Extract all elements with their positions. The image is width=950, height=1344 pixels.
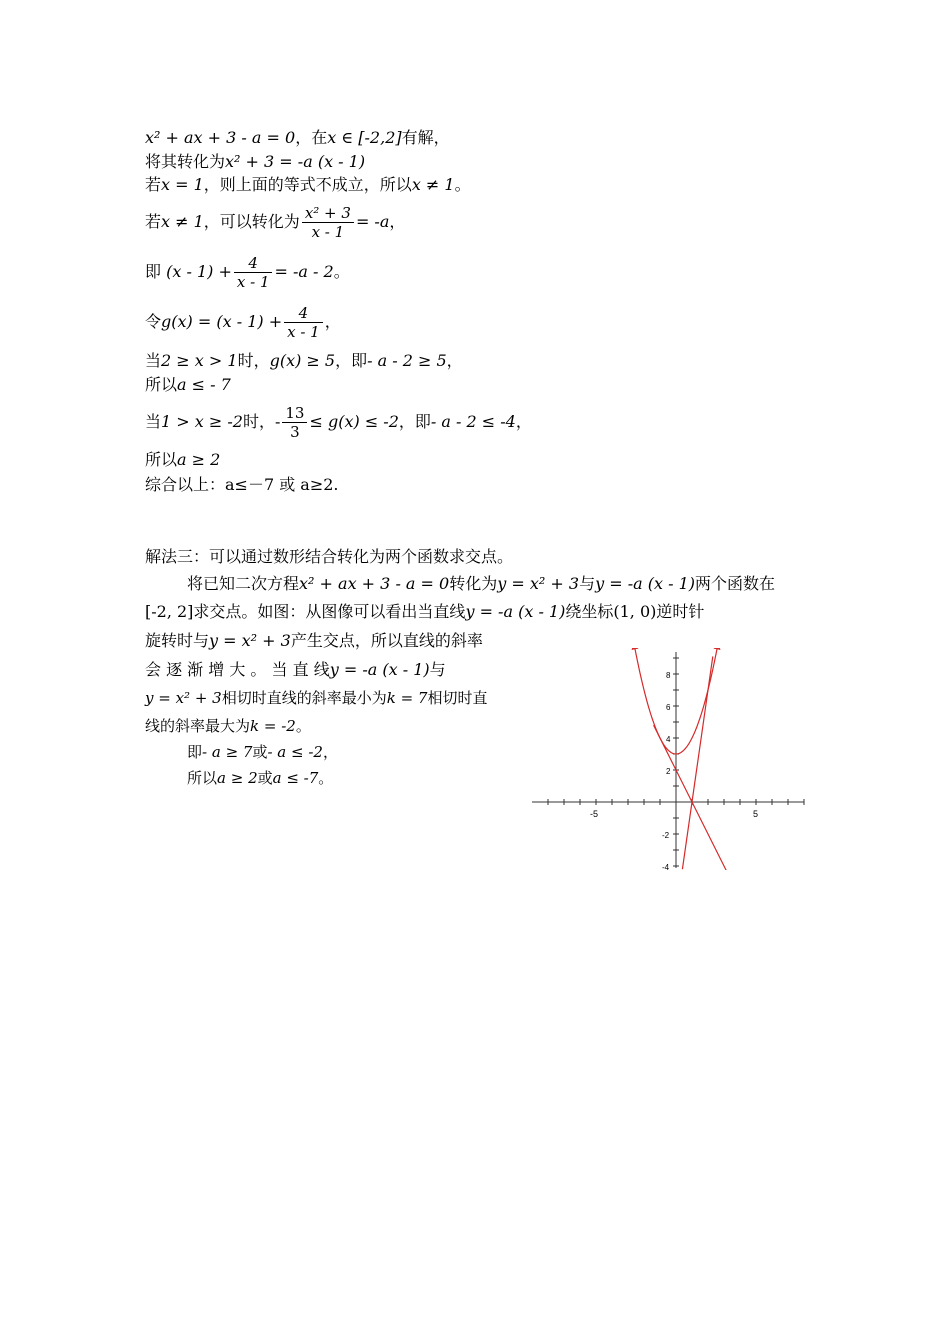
text: 旋转时与 — [145, 631, 210, 650]
math: g(x) ≥ 5 — [269, 351, 336, 370]
text: ，则上面的等式不成立，所以 — [203, 175, 412, 194]
text: 或 — [257, 769, 273, 787]
line-6 — [145, 302, 341, 342]
text: 时， — [237, 351, 270, 370]
denominator: x - 1 — [287, 323, 320, 341]
text: 或 — [252, 743, 268, 761]
math: y = -a (x - 1) — [329, 660, 430, 679]
paragraph-line-6 — [145, 716, 311, 736]
math: 2 ≥ x > 1 — [161, 351, 238, 370]
text: 求交点。如图：从图像可以看出当直线 — [193, 602, 466, 621]
fraction — [234, 254, 273, 291]
numerator: 4 — [284, 304, 323, 323]
text: ， — [324, 312, 341, 331]
text: 当 — [145, 351, 162, 370]
math: x ≠ 1 — [411, 175, 455, 194]
math: y = x² + 3 — [209, 631, 291, 650]
text: 。 — [295, 717, 311, 735]
text: 相切时直线的斜率最小为 — [221, 689, 387, 707]
line-10 — [145, 450, 220, 470]
text: [-2, 2] — [145, 602, 194, 621]
text: 会 逐 渐 增 大 。 当 直 线 — [145, 660, 330, 679]
math: ≤ g(x) ≤ -2 — [309, 412, 399, 431]
paragraph-line-1 — [187, 574, 775, 594]
function-graph — [528, 648, 808, 870]
denominator: x - 1 — [236, 273, 270, 291]
y-tick-label-6: 6 — [666, 703, 671, 712]
equation: x² + 3 = -a (x - 1) — [225, 152, 366, 171]
paragraph-line-3 — [145, 631, 483, 651]
method-three-heading: 解法三：可以通过数形结合转化为两个函数求交点。 — [145, 547, 514, 566]
line-7 — [145, 351, 463, 371]
line-11: 综合以上：a≤－7 或 a≥2. — [145, 475, 339, 494]
math: g(x) = (x - 1) + — [161, 312, 283, 331]
text: 逆时针 — [656, 602, 705, 621]
minus-sign: - — [274, 412, 281, 431]
math: y = x² + 3 — [497, 574, 580, 593]
math: - a - 2 ≥ 5 — [367, 351, 447, 370]
math: y = -a (x - 1) — [595, 574, 695, 593]
text: 绕坐标 — [565, 602, 614, 621]
line-9 — [145, 402, 532, 442]
text: 两个函数在 — [695, 574, 776, 593]
text: ， — [389, 212, 406, 231]
math: x² + ax + 3 - a = 0 — [299, 574, 450, 593]
math: y = -a (x - 1) — [465, 602, 566, 621]
text: ，即 — [335, 351, 368, 370]
text: ， — [322, 743, 338, 761]
math: k = -2 — [250, 717, 296, 735]
math: a ≥ 2 — [217, 769, 258, 787]
y-tick-label-neg4: -4 — [662, 863, 670, 870]
numerator: x² + 3 — [302, 204, 354, 223]
text: 。 — [333, 262, 350, 281]
text: ，即 — [398, 412, 431, 431]
text: 线的斜率最大为 — [145, 717, 251, 735]
point: (1, 0) — [613, 602, 657, 621]
math: = -a — [355, 212, 390, 231]
y-tick-label-2: 2 — [666, 767, 671, 776]
math: a ≤ - 7 — [177, 375, 231, 394]
math: - a ≤ -2 — [267, 743, 323, 761]
math: y = x² + 3 — [145, 689, 222, 707]
math: k = 7 — [386, 689, 428, 707]
text: 即 — [145, 262, 162, 281]
y-tick-label-neg2: -2 — [662, 831, 670, 840]
line-4 — [145, 202, 405, 242]
y-tick-label-8: 8 — [666, 671, 671, 680]
text: 转化为 — [449, 574, 498, 593]
text: 所以 — [145, 450, 178, 469]
math: = -a - 2 — [274, 262, 334, 281]
math: - a ≥ 7 — [202, 743, 253, 761]
math: a ≤ -7 — [272, 769, 319, 787]
text: 将其转化为 — [145, 152, 226, 171]
text: 。 — [454, 175, 471, 194]
text: 所以 — [145, 375, 178, 394]
math: a ≥ 2 — [177, 450, 221, 469]
text: 将已知二次方程 — [187, 574, 300, 593]
fraction — [284, 304, 323, 341]
denominator: x - 1 — [311, 223, 345, 241]
text: 若 — [145, 212, 162, 231]
math: x ≠ 1 — [161, 212, 204, 231]
text: ，可以转化为 — [203, 212, 300, 231]
math: - a - 2 ≤ -4 — [430, 412, 516, 431]
paragraph-line-7 — [187, 742, 338, 762]
text: 时， — [242, 412, 275, 431]
tangent-line-k7 — [682, 656, 712, 869]
line-1 — [145, 128, 450, 148]
numerator: 13 — [282, 404, 307, 423]
denominator: 3 — [290, 423, 300, 441]
paragraph-line-4 — [145, 660, 446, 680]
fraction — [282, 404, 307, 441]
text: 有解， — [401, 128, 450, 147]
text: 令 — [145, 312, 162, 331]
x-tick-label-neg5: -5 — [590, 809, 599, 819]
text: 与 — [579, 574, 596, 593]
text: ， — [446, 351, 463, 370]
paragraph-line-5 — [145, 688, 487, 708]
numerator: 4 — [234, 254, 273, 273]
line-3 — [145, 175, 471, 195]
text: ， — [515, 412, 532, 431]
text: 当 — [145, 412, 162, 431]
line-8 — [145, 375, 231, 395]
math: 1 > x ≥ -2 — [161, 412, 243, 431]
text: 若 — [145, 175, 162, 194]
text: 即 — [187, 743, 203, 761]
text: ，在 — [295, 128, 328, 147]
line-5 — [145, 252, 350, 292]
line-2 — [145, 152, 365, 172]
fraction — [302, 204, 354, 241]
x-tick-label-5: 5 — [753, 809, 759, 819]
text: 所以 — [187, 769, 218, 787]
text: 产生交点，所以直线的斜率 — [290, 631, 483, 650]
paragraph-line-2 — [145, 602, 704, 622]
text: 与 — [429, 660, 446, 679]
y-tick-label-4: 4 — [666, 735, 671, 744]
math: x = 1 — [161, 175, 204, 194]
text: 。 — [318, 769, 334, 787]
domain: x ∈ [-2,2] — [327, 128, 402, 147]
text: 相切时直 — [427, 689, 488, 707]
math: (x - 1) + — [166, 262, 232, 281]
equation: x² + ax + 3 - a = 0 — [145, 128, 296, 147]
paragraph-line-8 — [187, 768, 333, 788]
